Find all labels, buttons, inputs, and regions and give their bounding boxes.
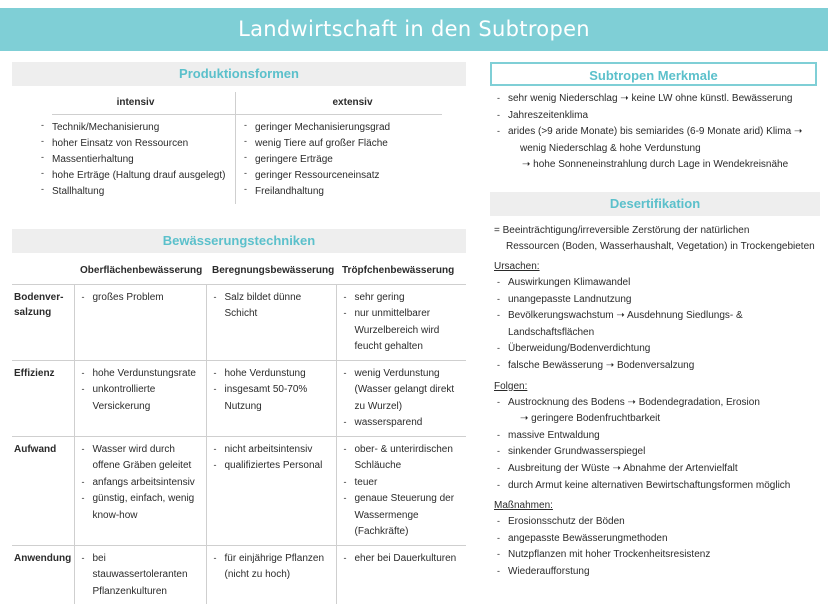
definition-line: Ressourcen (Boden, Wasserhaushalt, Vegetation) in Trockengebieten xyxy=(506,241,815,252)
merkmal-continuation xyxy=(508,157,817,174)
table-cell xyxy=(74,284,206,360)
column-header: Tröpfchenbewässerung xyxy=(342,264,455,276)
item-text: Bodenversalzung xyxy=(617,359,695,371)
list-item: - geringer Ressourceneinsatz xyxy=(243,168,466,184)
desertifikation-section xyxy=(490,192,820,581)
list-item: - Erosionsschutz der Böden xyxy=(496,514,820,531)
table-cell xyxy=(206,545,336,604)
list-item: - Nutzpflanzen mit hoher Trockenheitsresistenz xyxy=(496,547,820,564)
list-item: - Massentierhaltung xyxy=(40,152,239,168)
table-cell xyxy=(206,360,336,436)
list-item: - hoher Einsatz von Ressourcen xyxy=(40,136,239,152)
produktionsformen-columns xyxy=(12,90,466,200)
list-item: - unkontrollierte Versickerung xyxy=(81,382,204,415)
item-text: falsche Bewässerung xyxy=(508,359,604,371)
table-cell xyxy=(336,360,466,436)
arrow-right-icon: ➝ xyxy=(793,126,803,137)
arrow-right-icon: ➝ xyxy=(605,359,615,371)
item-text: Bodendegradation, Erosion xyxy=(638,396,760,408)
list-item: - geringer Mechanisierungsgrad xyxy=(243,120,466,136)
merkmal-text: hohe Sonneneinstrahlung durch Lage in Wendekreisnähe xyxy=(533,159,789,170)
list-item: - Wiederaufforstung xyxy=(496,564,820,581)
intensiv-label: intensiv xyxy=(116,97,155,108)
ursachen-label: Ursachen: xyxy=(494,261,540,272)
table-row xyxy=(12,436,466,545)
list-item: - nur unmittelbarer Wurzelbereich wird feucht gehalten xyxy=(343,306,465,356)
list-item: - qualifiziertes Personal xyxy=(213,458,334,475)
list-item: - wenig Verdunstung (Wasser gelangt direkt zu Wurzel) xyxy=(343,366,465,416)
merkmale-section xyxy=(490,62,817,174)
list-item: - Stallhaltung xyxy=(40,184,239,200)
row-header-line: Aufwand xyxy=(14,443,57,455)
list-item: - bei stauwassertoleranten Pflanzenkulturen xyxy=(81,551,204,601)
table-cell xyxy=(336,436,466,545)
list-item xyxy=(496,308,820,341)
row-header-line: Effizienz xyxy=(14,367,55,379)
row-header-line: salzung xyxy=(14,306,52,318)
row-header-line: Bodenver- xyxy=(14,291,64,303)
table-row xyxy=(12,545,466,604)
list-item: - sinkender Grundwasserspiegel xyxy=(496,444,820,461)
list-item: - ober- & unterirdischen Schläuche xyxy=(343,442,465,475)
extensiv-label: extensiv xyxy=(332,97,373,108)
list-item xyxy=(496,461,820,478)
list-item xyxy=(496,395,820,428)
table-cell xyxy=(74,360,206,436)
corner-cell xyxy=(12,257,74,284)
produktionsformen-heading: Produktionsformen xyxy=(12,62,466,86)
list-item: - geringere Erträge xyxy=(243,152,466,168)
list-item: - wenig Tiere auf großer Fläche xyxy=(243,136,466,152)
folgen-label: Folgen: xyxy=(494,380,528,392)
arrow-right-icon: ➝ xyxy=(616,310,625,322)
table-cell xyxy=(206,436,336,545)
table-cell xyxy=(206,284,336,360)
item-text: Austrocknung des Bodens xyxy=(508,396,625,408)
list-item: - sehr gering xyxy=(343,290,465,307)
row-header xyxy=(12,545,74,604)
merkmal-continuation: wenig Niederschlag & hohe Verdunstung xyxy=(520,142,701,154)
intensiv-column xyxy=(12,90,239,200)
row-header xyxy=(12,284,74,360)
massnahmen-list xyxy=(490,514,820,580)
definition-line: = Beeinträchtigung/irreversible Zerstörung der natürlichen xyxy=(494,225,750,236)
list-item: - Überweidung/Bodenverdichtung xyxy=(496,341,820,358)
list-item: - Auswirkungen Klimawandel xyxy=(496,275,820,292)
table-row xyxy=(12,284,466,360)
list-item xyxy=(496,358,820,375)
item-text: Abnahme der Artenvielfalt xyxy=(623,462,738,474)
desertifikation-heading: Desertifikation xyxy=(490,192,820,216)
list-item xyxy=(496,124,817,174)
ursachen-list xyxy=(490,275,820,375)
list-item: - insgesamt 50-70% Nutzung xyxy=(213,382,334,415)
arrow-right-icon: ➝ xyxy=(620,93,629,104)
list-item: - Jahreszeitenklima xyxy=(496,108,817,125)
list-item: - eher bei Dauerkulturen xyxy=(343,551,465,568)
row-header xyxy=(12,360,74,436)
list-item: - angepasste Bewässerungmethoden xyxy=(496,531,820,548)
row-header-line: Anwendung xyxy=(14,552,72,564)
item-text: Ausdehnung Siedlungs- & xyxy=(627,310,743,322)
arrow-right-icon: ➝ xyxy=(612,462,621,474)
item-text: Ausbreitung der Wüste xyxy=(508,462,610,474)
bewaesserung-table xyxy=(12,257,466,604)
list-item: - Wasser wird durch offene Gräben geleitet xyxy=(81,442,204,475)
list-item: - unangepasste Landnutzung xyxy=(496,292,820,309)
produktionsformen-section xyxy=(12,62,466,200)
merkmal-text: arides (>9 aride Monate) bis semiarides (6-9 Monate arid) Klima xyxy=(508,126,792,137)
extensiv-column xyxy=(239,90,466,200)
list-item: - teuer xyxy=(343,475,465,492)
table-cell xyxy=(74,436,206,545)
divider-horizontal xyxy=(52,114,442,115)
page-title: Landwirtschaft in den Subtropen xyxy=(238,17,590,42)
list-item: - hohe Erträge (Haltung drauf ausgelegt) xyxy=(40,168,239,184)
item-continuation: Landschaftsflächen xyxy=(508,326,595,338)
table-row xyxy=(12,360,466,436)
list-item: - günstig, einfach, wenig know-how xyxy=(81,491,204,524)
item-text: Bevölkerungswachstum xyxy=(508,310,614,322)
list-item: - massive Entwaldung xyxy=(496,428,820,445)
list-item: - für einjährige Pflanzen (nicht zu hoch) xyxy=(213,551,334,584)
list-item: - genaue Steuerung der Wassermenge (Fachkräfte) xyxy=(343,491,465,541)
list-item: - großes Problem xyxy=(81,290,204,307)
title-banner xyxy=(0,8,828,51)
table-cell xyxy=(336,284,466,360)
list-item: - wassersparend xyxy=(343,415,465,432)
list-item: - hohe Verdunstung xyxy=(213,366,334,383)
merkmale-heading: Subtropen Merkmale xyxy=(490,62,817,86)
bewaesserung-section xyxy=(12,229,466,604)
column-header: Oberflächenbewässerung xyxy=(80,264,203,276)
table-cell xyxy=(336,545,466,604)
list-item: - nicht arbeitsintensiv xyxy=(213,442,334,459)
row-header xyxy=(12,436,74,545)
item-text: geringere Bodenfruchtbarkeit xyxy=(531,413,661,425)
merkmal-text: sehr wenig Niederschlag xyxy=(508,93,618,104)
arrow-right-icon: ➝ xyxy=(627,396,636,408)
folgen-list xyxy=(490,395,820,495)
list-item: - Technik/Mechanisierung xyxy=(40,120,239,136)
table-header-row xyxy=(12,257,466,284)
list-item: - Salz bildet dünne Schicht xyxy=(213,290,334,323)
column-header: Beregnungsbewässerung xyxy=(212,264,335,276)
list-item xyxy=(496,91,817,108)
massnahmen-label: Maßnahmen: xyxy=(494,500,553,512)
list-item: - anfangs arbeitsintensiv xyxy=(81,475,204,492)
table-cell xyxy=(74,545,206,604)
arrow-right-icon: ➝ xyxy=(522,159,531,170)
item-continuation xyxy=(508,411,820,428)
list-item: - hohe Verdunstungsrate xyxy=(81,366,204,383)
definition xyxy=(490,223,820,255)
bewaesserung-heading: Bewässerungstechniken xyxy=(12,229,466,253)
arrow-right-icon: ➝ xyxy=(520,413,529,425)
merkmal-text: keine LW ohne künstl. Bewässerung xyxy=(631,93,793,104)
list-item: - Freilandhaltung xyxy=(243,184,466,200)
list-item: - durch Armut keine alternativen Bewirtschaftungsformen möglich xyxy=(496,478,820,495)
